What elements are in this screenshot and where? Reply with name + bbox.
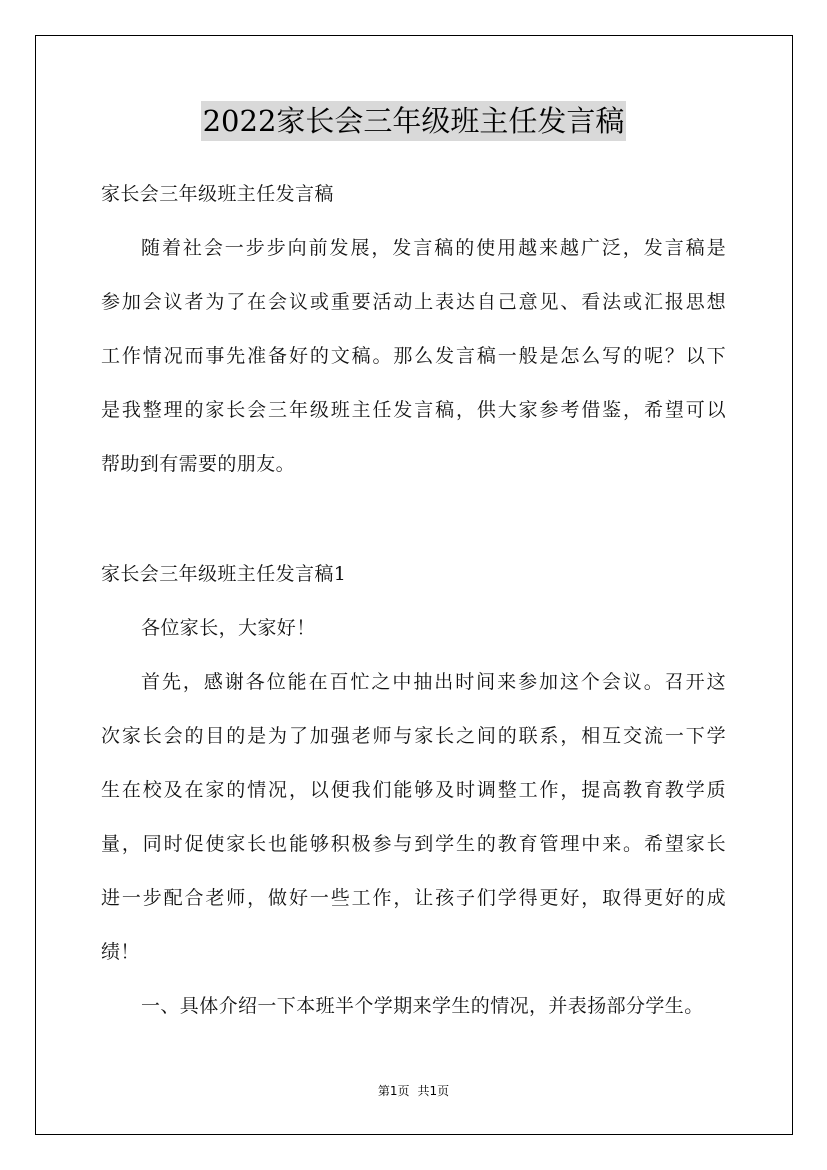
intro-line-2: 参加会议者为了在会议或重要活动上表达自己意见、看法或汇报思想: [101, 291, 726, 313]
page-number-current: 第1页: [377, 1084, 410, 1098]
title-container: [0, 101, 827, 141]
greeting: 各位家长，大家好！: [141, 617, 316, 639]
body-line-5: 进一步配合老师，做好一些工作，让孩子们学得更好，取得更好的成: [101, 887, 726, 909]
document-subtitle: 家长会三年级班主任发言稿: [101, 183, 334, 205]
body-line-2: 次家长会的目的是为了加强老师与家长之间的联系，相互交流一下学: [101, 725, 726, 747]
intro-line-1: 随着社会一步步向前发展，发言稿的使用越来越广泛，发言稿是: [141, 237, 726, 259]
intro-line-3: 工作情况而事先准备好的文稿。那么发言稿一般是怎么写的呢？以下: [101, 345, 726, 367]
intro-line-5: 帮助到有需要的朋友。: [101, 453, 296, 475]
page-number-total: 共1页: [417, 1084, 450, 1098]
section-heading: 家长会三年级班主任发言稿1: [101, 563, 347, 585]
body-line-3: 生在校及在家的情况，以便我们能够及时调整工作，提高教育教学质: [101, 779, 726, 801]
body-line-1: 首先，感谢各位能在百忙之中抽出时间来参加这个会议。召开这: [141, 671, 726, 693]
body-line-4: 量，同时促使家长也能够积极参与到学生的教育管理中来。希望家长: [101, 833, 726, 855]
page-footer: [0, 1083, 827, 1099]
point-one: 一、具体介绍一下本班半个学期来学生的情况，并表扬部分学生。: [141, 995, 704, 1017]
intro-line-4: 是我整理的家长会三年级班主任发言稿，供大家参考借鉴，希望可以: [101, 399, 726, 421]
document-title: 2022家长会三年级班主任发言稿: [201, 101, 627, 141]
body-line-6: 绩！: [101, 941, 140, 963]
